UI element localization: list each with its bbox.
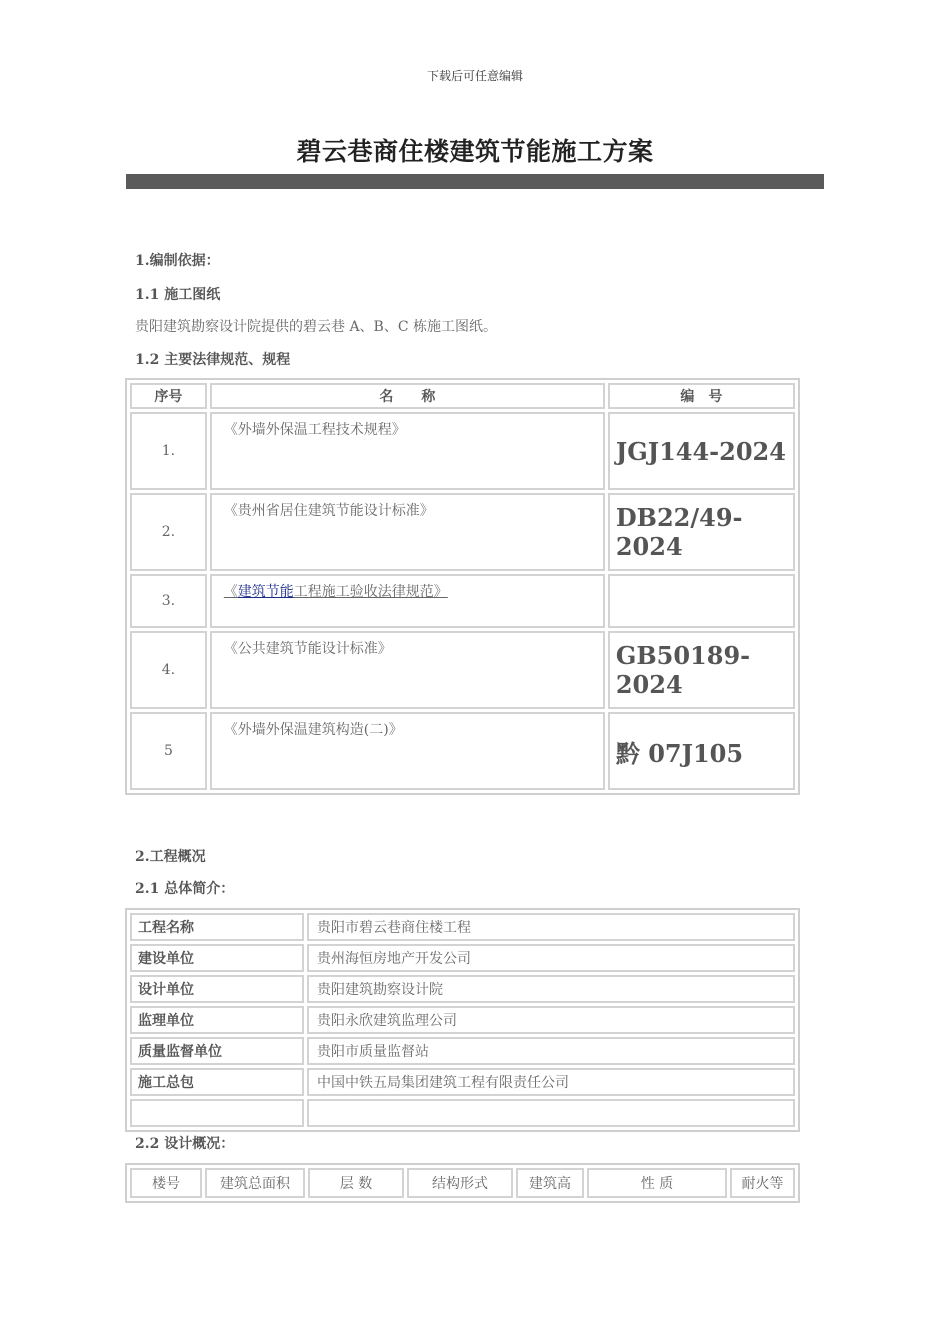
row-name: 《贵州省居住建筑节能设计标准》: [210, 493, 605, 571]
row-code: JGJ144-2024: [608, 412, 795, 490]
row-code: DB22/49-2024: [608, 493, 795, 571]
row-no: 3.: [130, 574, 207, 628]
overview-value: 贵州海恒房地产开发公司: [307, 944, 795, 972]
overview-value: 贵阳建筑勘察设计院: [307, 975, 795, 1003]
section2-1-heading: 2.1 总体简介：: [135, 881, 235, 897]
row-code: 黔 07J105: [608, 712, 795, 790]
design-header: 耐火等: [730, 1168, 795, 1198]
overview-value: [307, 1099, 795, 1127]
section1-1-text: 贵阳建筑勘察设计院提供的碧云巷 A、B、C 栋施工图纸。: [135, 319, 498, 335]
table-header-row: [130, 383, 795, 409]
design-overview-table: [125, 1163, 800, 1203]
row-no: 2.: [130, 493, 207, 571]
table-header-row: [130, 1168, 795, 1198]
table-row: [130, 1037, 795, 1065]
table-row: [130, 1099, 795, 1127]
table-row: [130, 712, 795, 790]
law-standards-table: [125, 378, 800, 795]
table-row: [130, 493, 795, 571]
row-no: 1.: [130, 412, 207, 490]
overview-key: 质量监督单位: [130, 1037, 304, 1065]
table-row: [130, 1006, 795, 1034]
section2-heading: 2.工程概况: [135, 849, 206, 865]
table-row: [130, 944, 795, 972]
row-no: 5: [130, 712, 207, 790]
overview-value: 贵阳市碧云巷商住楼工程: [307, 913, 795, 941]
design-header: 性 质: [587, 1168, 727, 1198]
overview-value: 中国中铁五局集团建筑工程有限责任公司: [307, 1068, 795, 1096]
row-name: 《外墙外保温工程技术规程》: [210, 412, 605, 490]
design-header: 结构形式: [407, 1168, 513, 1198]
header-code: 编 号: [608, 383, 795, 409]
project-overview-table: [125, 908, 800, 1132]
document-title: 碧云巷商住楼建筑节能施工方案: [296, 137, 654, 166]
section1-2-heading: 1.2 主要法律规范、规程: [135, 352, 291, 368]
header-name: 名 称: [210, 383, 605, 409]
table-row: [130, 913, 795, 941]
overview-key: 施工总包: [130, 1068, 304, 1096]
title-divider-bar: [126, 174, 824, 189]
table-row: [130, 975, 795, 1003]
section1-1-heading: 1.1 施工图纸: [135, 287, 221, 303]
table-row: [130, 412, 795, 490]
header-note: 下载后可任意编辑: [426, 69, 523, 83]
table-row: [130, 1068, 795, 1096]
row-name: 《外墙外保温建筑构造(二)》: [210, 712, 605, 790]
design-header: 建筑高: [516, 1168, 584, 1198]
row-code: GB50189-2024: [608, 631, 795, 709]
row-name-suffix: 工程施工验收法律规范》: [293, 584, 448, 600]
table-row: [130, 631, 795, 709]
overview-key: 工程名称: [130, 913, 304, 941]
row-name: 《公共建筑节能设计标准》: [210, 631, 605, 709]
section2-2-heading: 2.2 设计概况：: [135, 1136, 235, 1152]
header-no: 序号: [130, 383, 207, 409]
row-no: 4.: [130, 631, 207, 709]
overview-key: 监理单位: [130, 1006, 304, 1034]
row-name-prefix: 《: [223, 584, 238, 600]
table-row: [130, 574, 795, 628]
overview-value: 贵阳永欣建筑监理公司: [307, 1006, 795, 1034]
overview-key: 设计单位: [130, 975, 304, 1003]
building-energy-saving-link[interactable]: 建筑节能: [237, 584, 294, 600]
row-name: [210, 574, 605, 628]
overview-value: 贵阳市质量监督站: [307, 1037, 795, 1065]
overview-key: 建设单位: [130, 944, 304, 972]
design-header: 层 数: [308, 1168, 404, 1198]
overview-key: [130, 1099, 304, 1127]
design-header: 建筑总面积: [205, 1168, 305, 1198]
design-header: 楼号: [130, 1168, 202, 1198]
row-code: [608, 574, 795, 628]
section1-heading: 1.编制依据：: [135, 253, 220, 269]
